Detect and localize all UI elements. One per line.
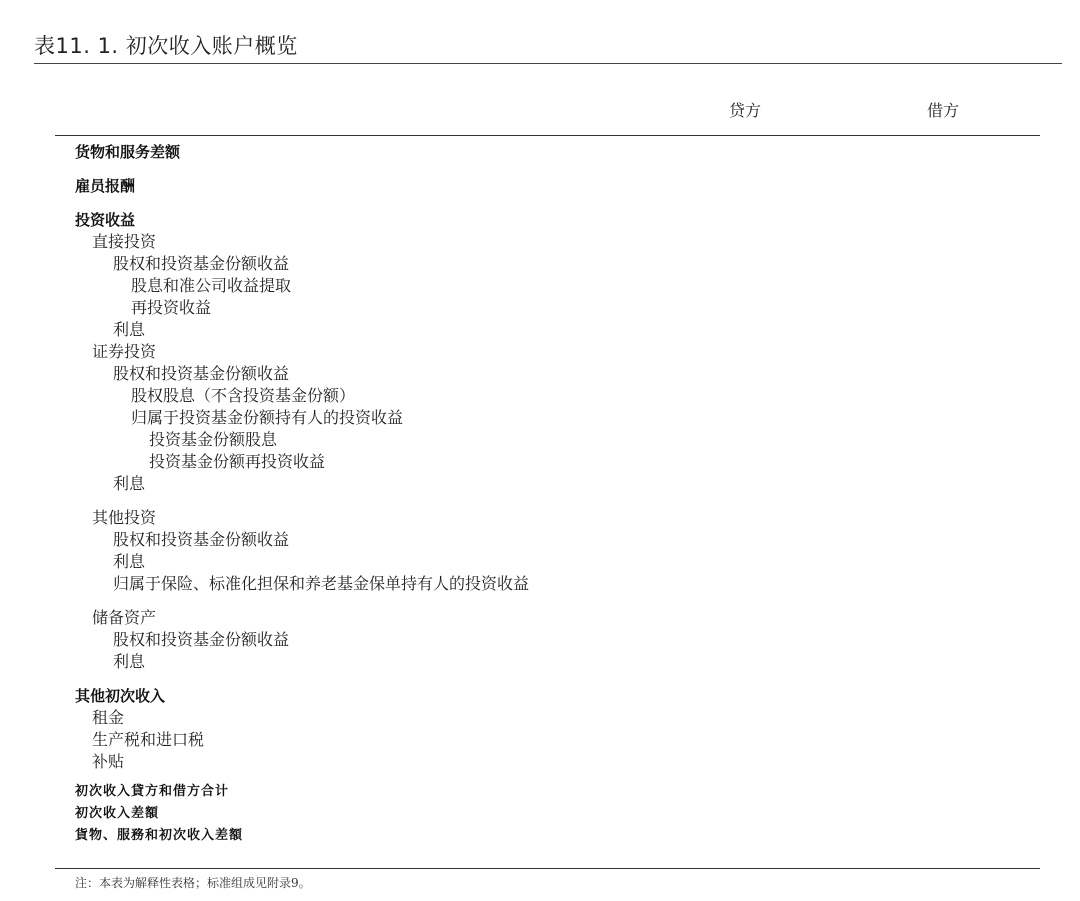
table-row-label: 股权和投资基金份额收益 — [113, 530, 290, 549]
table-row-label: 补贴 — [92, 752, 125, 771]
column-header-credit: 贷方 — [729, 101, 762, 120]
table-row-label: 储备资产 — [92, 608, 157, 627]
table-row-label: 利息 — [113, 552, 146, 571]
table-row-label: 投资收益 — [75, 211, 136, 229]
table-row-label: 股权和投资基金份额收益 — [113, 630, 290, 649]
table-row-label: 租金 — [92, 708, 125, 727]
table-row-label: 归属于投资基金份额持有人的投资收益 — [131, 408, 404, 427]
table-note: 注：本表为解释性表格；标准组成见附录9。 — [75, 876, 311, 890]
table-row-label: 股权和投资基金份额收益 — [113, 364, 290, 383]
table-row-label: 生产税和进口税 — [92, 730, 205, 749]
table-row-label: 股权和投资基金份额收益 — [113, 254, 290, 273]
table-row-label: 其他初次收入 — [75, 687, 166, 705]
column-header-debit: 借方 — [927, 101, 960, 120]
table-row-label: 投资基金份额股息 — [149, 430, 278, 449]
table-row-label: 利息 — [113, 320, 146, 339]
table-row-label: 投资基金份额再投资收益 — [149, 452, 326, 471]
table-row-label: 股息和准公司收益提取 — [131, 276, 292, 295]
table-row-label: 直接投资 — [92, 232, 157, 251]
table-row-label: 利息 — [113, 474, 146, 493]
table-row-label: 货物和服务差额 — [75, 143, 181, 161]
table-row-label: 归属于保险、标准化担保和养老基金保单持有人的投资收益 — [113, 574, 530, 593]
table-row-label: 其他投资 — [92, 508, 157, 527]
table-row-label: 初次收入差額 — [75, 806, 160, 821]
table-row-label: 证券投资 — [92, 342, 157, 361]
table-title: 表11. 1. 初次收入账户概览 — [34, 34, 298, 58]
table-row-label: 初次收入貸方和借方合计 — [75, 784, 230, 799]
table-row-label: 雇员报酬 — [75, 177, 136, 195]
table-row-label: 股权股息（不含投资基金份额） — [131, 386, 356, 405]
table-row-label: 再投资收益 — [131, 298, 212, 317]
table-row-label: 貨物、服務和初次收入差額 — [75, 828, 244, 843]
table-row-label: 利息 — [113, 652, 146, 671]
footer-divider — [55, 868, 1040, 869]
